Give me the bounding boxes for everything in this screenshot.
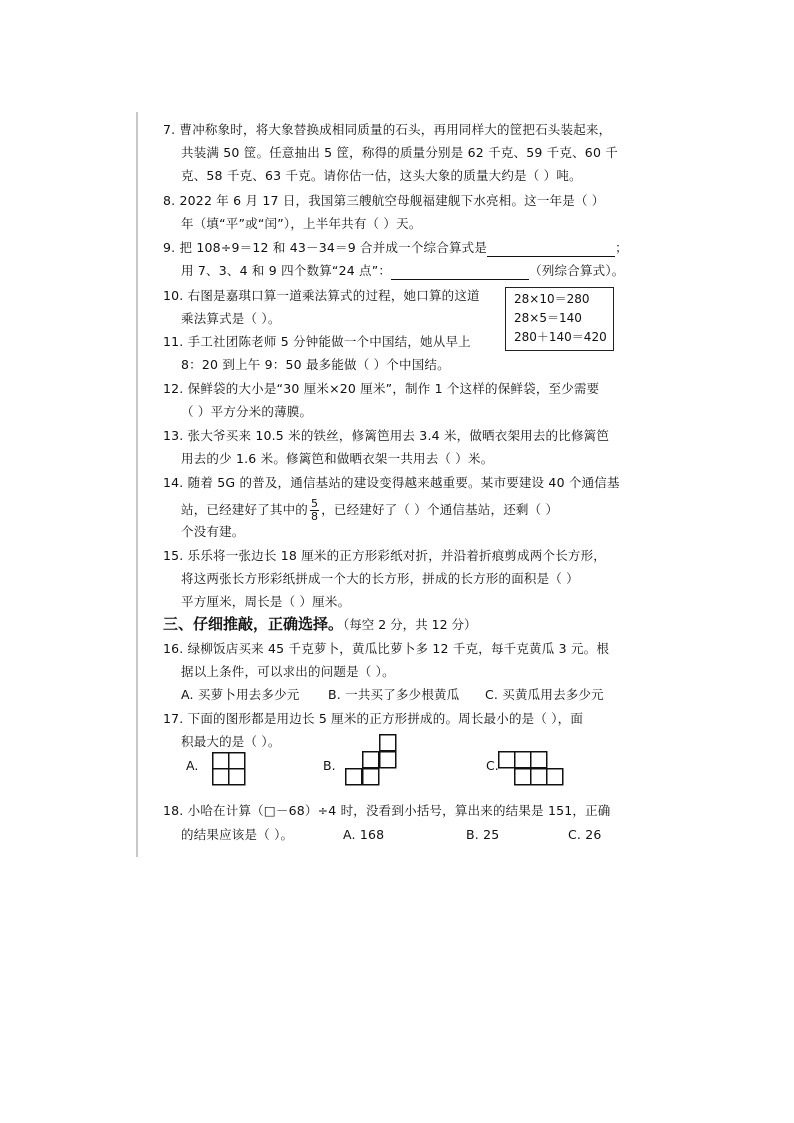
q17-option-b-label[interactable]: B. — [323, 758, 336, 773]
q9-answer-blank-2[interactable] — [391, 265, 529, 280]
q14-line3: 个没有建。 — [181, 524, 245, 539]
q13-line2: 用去的少 1.6 米。修篱笆和做晒衣架一共用去（ ）米。 — [181, 451, 494, 466]
q11-line2: 8：20 到上午 9：50 最多能做（ ）个中国结。 — [181, 357, 450, 372]
q17-line2: 积最大的是（ ）。 — [181, 734, 281, 749]
q18-line2: 的结果应该是（ ）。 — [181, 827, 294, 842]
q7-line2: 共装满 50 筐。任意抽出 5 筐，称得的质量分别是 62 千克、59 千克、60 千 — [181, 145, 618, 160]
q16-option-a[interactable]: A. 买萝卜用去多少元 — [181, 687, 300, 702]
q17-figure-b — [345, 734, 397, 786]
calc-line-2: 28×5＝140 — [514, 311, 582, 325]
section-3-title: 三、仔细推敲，正确选择。 — [163, 615, 344, 633]
q10-line2: 乘法算式是（ ）。 — [181, 311, 281, 326]
q14-line2-rest: ，已经建好了（ ）个通信基站，还剩（ ） — [321, 502, 559, 517]
q10-line1: 10. 右图是嘉琪口算一道乘法算式的过程，她口算的这道 — [163, 288, 480, 303]
q9-line1-text: 9. 把 108÷9＝12 和 43－34＝9 合并成一个综合算式是 — [163, 240, 488, 255]
q15-line1: 15. 乐乐将一张边长 18 厘米的正方形彩纸对折，并沿着折痕剪成两个长方形， — [163, 548, 607, 563]
q9-line2-end: （列综合算式）。 — [529, 263, 625, 278]
section-3-heading — [163, 614, 477, 635]
q9-line2 — [181, 262, 625, 280]
q7-line1: 7. 曹冲称象时，将大象替换成相同质量的石头，再用同样大的筐把石头装起来， — [163, 122, 612, 137]
q7-line3: 克、58 千克、63 千克。请你估一估，这头大象的质量大约是（ ）吨。 — [181, 168, 582, 183]
q13-line1: 13. 张大爷买来 10.5 米的铁丝，修篱笆用去 3.4 米，做晒衣架用去的比修篱笆 — [163, 428, 610, 443]
section-3-points: （每空 2 分，共 12 分） — [343, 617, 477, 632]
q10-calculation-box — [505, 287, 614, 351]
q9-answer-blank-1[interactable] — [487, 242, 615, 257]
q18-line1: 18. 小哈在计算（□－68）÷4 时，没看到小括号，算出来的结果是 151，正确 — [163, 803, 611, 818]
q14-line2 — [181, 498, 558, 523]
q18-option-b[interactable]: B. 25 — [466, 827, 500, 842]
calc-line-3: 280＋140＝420 — [514, 330, 607, 344]
q15-line3: 平方厘米，周长是（ ）厘米。 — [181, 594, 351, 609]
q16-option-c[interactable]: C. 买黄瓜用去多少元 — [485, 687, 604, 702]
q12-line2: （ ）平方分米的薄膜。 — [181, 404, 313, 419]
binding-margin-line — [136, 112, 138, 857]
q11-line1: 11. 手工社团陈老师 5 分钟能做一个中国结，她从早上 — [163, 334, 471, 349]
q16-line1: 16. 绿柳饭店买来 45 千克萝卜，黄瓜比萝卜多 12 千克，每千克黄瓜 3 元。根 — [163, 641, 610, 656]
q9-line1-end: ； — [615, 240, 628, 255]
q16-line2: 据以上条件，可以求出的问题是（ ）。 — [181, 664, 395, 679]
q14-line2-text: 站，已经建好了其中的 — [181, 502, 309, 517]
q17-figure-a — [212, 752, 246, 786]
q17-line1: 17. 下面的图形都是用边长 5 厘米的正方形拼成的。周长最小的是（ ），面 — [163, 711, 584, 726]
q8-line1: 8. 2022 年 6 月 17 日，我国第三艘航空母舰福建舰下水亮相。这一年是（ ） — [163, 193, 605, 208]
q17-option-a-label[interactable]: A. — [186, 758, 199, 773]
q16-option-b[interactable]: B. 一共买了多少根黄瓜 — [328, 687, 460, 702]
q18-option-c[interactable]: C. 26 — [568, 827, 602, 842]
fraction-numerator: 5 — [311, 497, 319, 510]
q18-option-a[interactable]: A. 168 — [343, 827, 385, 842]
q12-line1: 12. 保鲜袋的大小是“30 厘米×20 厘米”，制作 1 个这样的保鲜袋，至少需要 — [163, 381, 600, 396]
calc-line-1: 28×10＝280 — [514, 292, 590, 306]
q15-line2: 将这两张长方形彩纸拼成一个大的长方形，拼成的长方形的面积是（ ） — [181, 571, 579, 586]
q9-line1 — [163, 239, 628, 257]
q14-fraction — [310, 498, 319, 523]
fraction-denominator: 8 — [311, 510, 319, 523]
q8-line2: 年（填“平”或“闰”），上半年共有（ ）天。 — [181, 216, 422, 231]
q17-figure-c — [498, 751, 566, 786]
q14-line1: 14. 随着 5G 的普及，通信基站的建设变得越来越重要。某市要建设 40 个通信基 — [163, 475, 620, 490]
q9-line2-text: 用 7、3、4 和 9 四个数算“24 点”： — [181, 263, 392, 278]
q17-option-c-label[interactable]: C. — [486, 758, 499, 773]
